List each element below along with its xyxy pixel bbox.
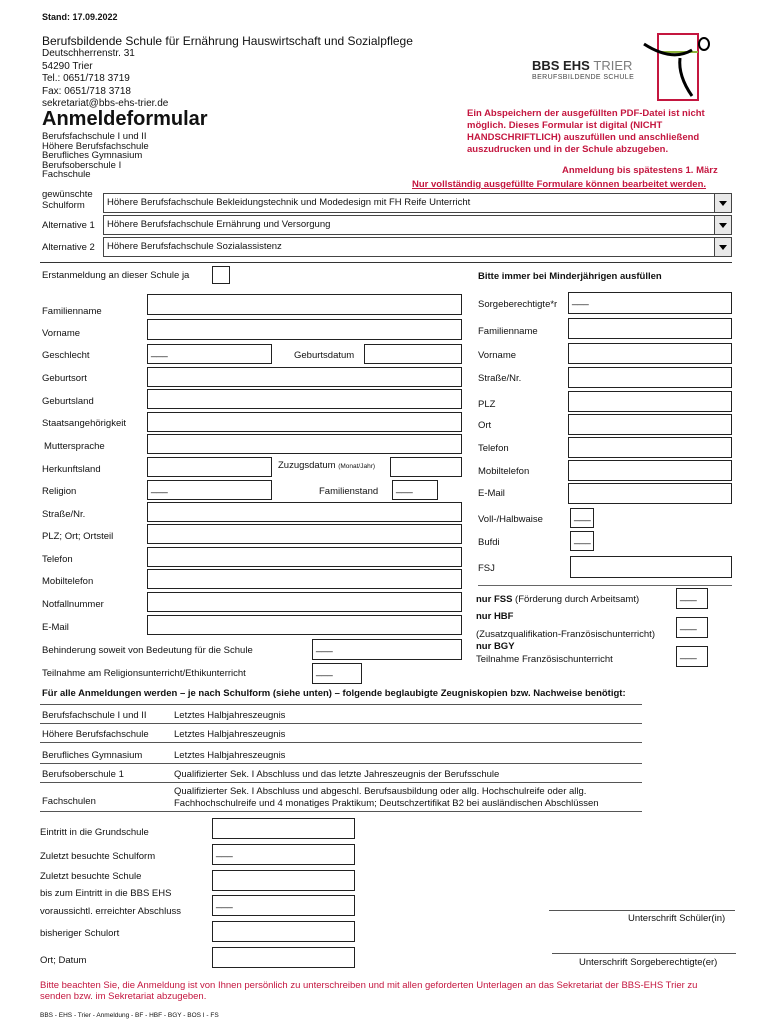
religion-select[interactable]: ___ [147,480,272,500]
sorgeberechtigte-select[interactable]: ___ [568,292,732,314]
first-registration-label: Erstanmeldung an dieser Schule ja [42,270,190,281]
bufdi-select[interactable]: ___ [570,531,594,551]
zuzugsdatum-label: Zuzugsdatum (Monat/Jahr) [278,460,376,471]
geburtsdatum-input[interactable] [364,344,462,364]
strasse-label: Straße/Nr. [42,509,86,520]
school-name: Berufsbildende Schule für Ernährung Hauswirtschaft und Sozialpflege [42,34,413,48]
familienname-label: Familienname [42,306,102,317]
fsj-label: FSJ [478,563,495,574]
table-cell: Qualifizierter Sek. I Abschluss und das letzte Jahreszeugnis der Berufsschule [174,769,500,780]
guardian-familienname-input[interactable] [568,318,732,339]
table-line [40,704,642,705]
chevron-down-icon [714,238,731,256]
geschlecht-label: Geschlecht [42,350,90,361]
zuletzt-schule-label: Zuletzt besuchte Schule [40,871,142,882]
guardian-familienname-label: Familienname [478,326,538,337]
staatsangehoerigkeit-input[interactable] [147,412,462,432]
waise-label: Voll-/Halbwaise [478,514,543,525]
religionsunterricht-label: Teilnahme am Religionsunterricht/Ethikunterricht [42,668,246,679]
geburtsort-input[interactable] [147,367,462,387]
table-cell: Fachhochschulreife und 4 monatiges Praktikum; Deutschzertifikat B2 bei ausländischen Abschlüssen [174,798,599,809]
table-row: Höhere Berufsfachschule [42,729,149,740]
behinderung-select[interactable]: ___ [312,639,462,660]
guardian-plz-label: PLZ [478,399,496,410]
chevron-down-icon [714,194,731,212]
table-cell: Letztes Halbjahreszeugnis [174,729,286,740]
table-cell: Letztes Halbjahreszeugnis [174,710,286,721]
vorname-input[interactable] [147,319,462,340]
student-signature-label: Unterschrift Schüler(in) [628,913,726,924]
zuletzt-schule-label-2: bis zum Eintritt in die BBS EHS [40,888,172,899]
telefon-label: Telefon [42,554,73,565]
hbf-desc: (Zusatzqualifikation-Französischunterricht) [476,629,655,640]
first-registration-checkbox[interactable] [212,266,230,284]
geburtsland-label: Geburtsland [42,396,94,407]
zuletzt-form-select[interactable]: ___ [212,844,355,865]
alt1-school-select[interactable]: Höhere Berufsfachschule Ernährung und Versorgung [103,215,732,235]
guardian-telefon-label: Telefon [478,443,509,454]
bgy-label: nur BGY [476,641,515,652]
table-line [40,782,642,783]
alt2-label: Alternative 2 [42,242,95,253]
geburtsdatum-label: Geburtsdatum [294,350,355,361]
wish-school-select[interactable]: Höhere Berufsfachschule Bekleidungstechnik und Modedesign mit FH Reife Unterricht [103,193,732,213]
zuzugsdatum-input[interactable] [390,457,462,477]
vorname-label: Vorname [42,328,81,339]
complete-only-text: Nur vollständig ausgefüllte Formulare können bearbeitet werden. [412,179,707,190]
guardian-mobiltelefon-label: Mobiltelefon [478,466,530,477]
guardian-strasse-label: Straße/Nr. [478,373,522,384]
bgy-select[interactable]: ___ [676,646,708,667]
hbf-select[interactable]: ___ [676,617,708,638]
zuletzt-schule-input[interactable] [212,870,355,891]
familienstand-label: Familienstand [319,486,379,497]
geburtsort-label: Geburtsort [42,373,87,384]
telefon-input[interactable] [147,547,462,567]
divider [478,585,732,586]
stand-date: Stand: 17.09.2022 [42,12,118,22]
email-label: E-Mail [42,622,69,633]
ort-datum-input[interactable] [212,947,355,968]
fss-select[interactable]: ___ [676,588,708,609]
schulort-label: bisheriger Schulort [40,928,120,939]
waise-select[interactable]: ___ [570,508,594,528]
religionsunterricht-select[interactable]: ___ [312,663,362,684]
familienname-input[interactable] [147,294,462,315]
guardian-ort-label: Ort [478,420,492,431]
eintritt-label: Eintritt in die Grundschule [40,827,149,838]
documents-heading: Für alle Anmeldungen werden – je nach Schulform (siehe unten) – folgende beglaubigte Zeugniskopien bzw. Nachweise benötigt: [42,688,626,699]
school-types-list: Berufsfachschule I und II Höhere Berufsfachschule Berufliches Gymnasium Berufsoberschule I Fachschule [42,131,149,180]
guardian-plz-input[interactable] [568,391,732,412]
guardian-vorname-input[interactable] [568,343,732,364]
guardian-email-input[interactable] [568,483,732,504]
mobiltelefon-input[interactable] [147,569,462,589]
footer-note: Bitte beachten Sie, die Anmeldung ist von Ihnen persönlich zu unterschreiben und mit allen geforderten Unterlagen an das Sekretariat der BBS-EHS Trier zu senden bzw. im Sekretariat abzugeben. [40,980,698,1002]
eintritt-input[interactable] [212,818,355,839]
table-row: Berufsfachschule I und II [42,710,147,721]
plz-ort-input[interactable] [147,524,462,544]
herkunftsland-label: Herkunftsland [42,464,101,475]
hbf-label: nur HBF [476,611,514,622]
mobiltelefon-label: Mobiltelefon [42,576,94,587]
school-address: Deutschherrenstr. 31 54290 Trier Tel.: 0651/718 3719 Fax: 0651/718 3718 sekretariat@bbs-ehs-trier.de [42,48,169,109]
staatsangehoerigkeit-label: Staatsangehörigkeit [42,418,126,429]
guardian-email-label: E-Mail [478,488,505,499]
zuletzt-form-label: Zuletzt besuchte Schulform [40,851,156,862]
deadline-text: Anmeldung bis spätestens 1. März [562,165,718,176]
abschluss-select[interactable]: ___ [212,895,355,916]
divider [40,262,732,263]
table-line [40,723,642,724]
student-signature-line[interactable] [549,910,735,911]
email-input[interactable] [147,615,462,635]
chevron-down-icon [714,216,731,234]
table-line [40,811,642,812]
guardian-vorname-label: Vorname [478,350,517,361]
alt2-school-select[interactable]: Höhere Berufsfachschule Sozialassistenz [103,237,732,257]
footer-code: BBS - EHS - Trier - Anmeldung - BF - HBF - BGY - BOS I - FS [40,1012,219,1019]
muttersprache-label: Muttersprache [44,441,105,452]
guardian-strasse-input[interactable] [568,367,732,388]
wish-label: gewünschte Schulform [42,189,93,211]
strasse-input[interactable] [147,502,462,522]
sorgeberechtigte-label: Sorgeberechtigte*r [478,299,558,310]
bgy-desc: Teilnahme Französischunterricht [476,654,613,665]
table-cell: Letztes Halbjahreszeugnis [174,750,286,761]
logo-subtitle: BERUFSBILDENDE SCHULE [532,74,635,81]
table-line [40,763,642,764]
page-title: Anmeldeformular [42,108,208,130]
ort-datum-label: Ort; Datum [40,955,87,966]
behinderung-label: Behinderung soweit von Bedeutung für die Schule [42,645,253,656]
logo-title: BBS EHS TRIER [532,58,633,73]
muttersprache-input[interactable] [147,434,462,454]
geschlecht-select[interactable]: ___ [147,344,272,364]
schulort-input[interactable] [212,921,355,942]
table-cell: Qualifizierter Sek. I Abschluss und abgeschl. Berufsausbildung oder allg. Hochschulreife oder allg. [174,786,587,797]
guardian-telefon-input[interactable] [568,437,732,458]
herkunftsland-input[interactable] [147,457,272,477]
familienstand-select[interactable]: ___ [392,480,438,500]
plz-ort-label: PLZ; Ort; Ortsteil [42,531,114,542]
table-row: Berufsoberschule 1 [42,769,124,780]
table-line [40,742,642,743]
fss-label: nur FSS (Förderung durch Arbeitsamt) [476,594,640,605]
guardian-signature-line[interactable] [552,953,736,954]
table-row: Berufliches Gymnasium [42,750,143,761]
fsj-input[interactable] [570,556,732,578]
guardian-ort-input[interactable] [568,414,732,435]
guardian-signature-label: Unterschrift Sorgeberechtigte(er) [579,957,718,968]
minor-heading: Bitte immer bei Minderjährigen ausfüllen [478,271,662,282]
notfallnummer-input[interactable] [147,592,462,612]
alt1-label: Alternative 1 [42,220,95,231]
bufdi-label: Bufdi [478,537,500,548]
notfallnummer-label: Notfallnummer [42,599,104,610]
notice-text: Ein Abspeichern der ausgefüllten PDF-Datei ist nicht möglich. Dieses Formular ist digital (NICHT HANDSCHRIFTLICH) auszufüllen und anschließend auszudrucken und in der Schule abzugeben. [467,108,705,155]
abschluss-label: voraussichtl. erreichter Abschluss [40,906,181,917]
guardian-mobiltelefon-input[interactable] [568,460,732,481]
geburtsland-input[interactable] [147,389,462,409]
table-row: Fachschulen [42,796,96,807]
religion-label: Religion [42,486,77,497]
